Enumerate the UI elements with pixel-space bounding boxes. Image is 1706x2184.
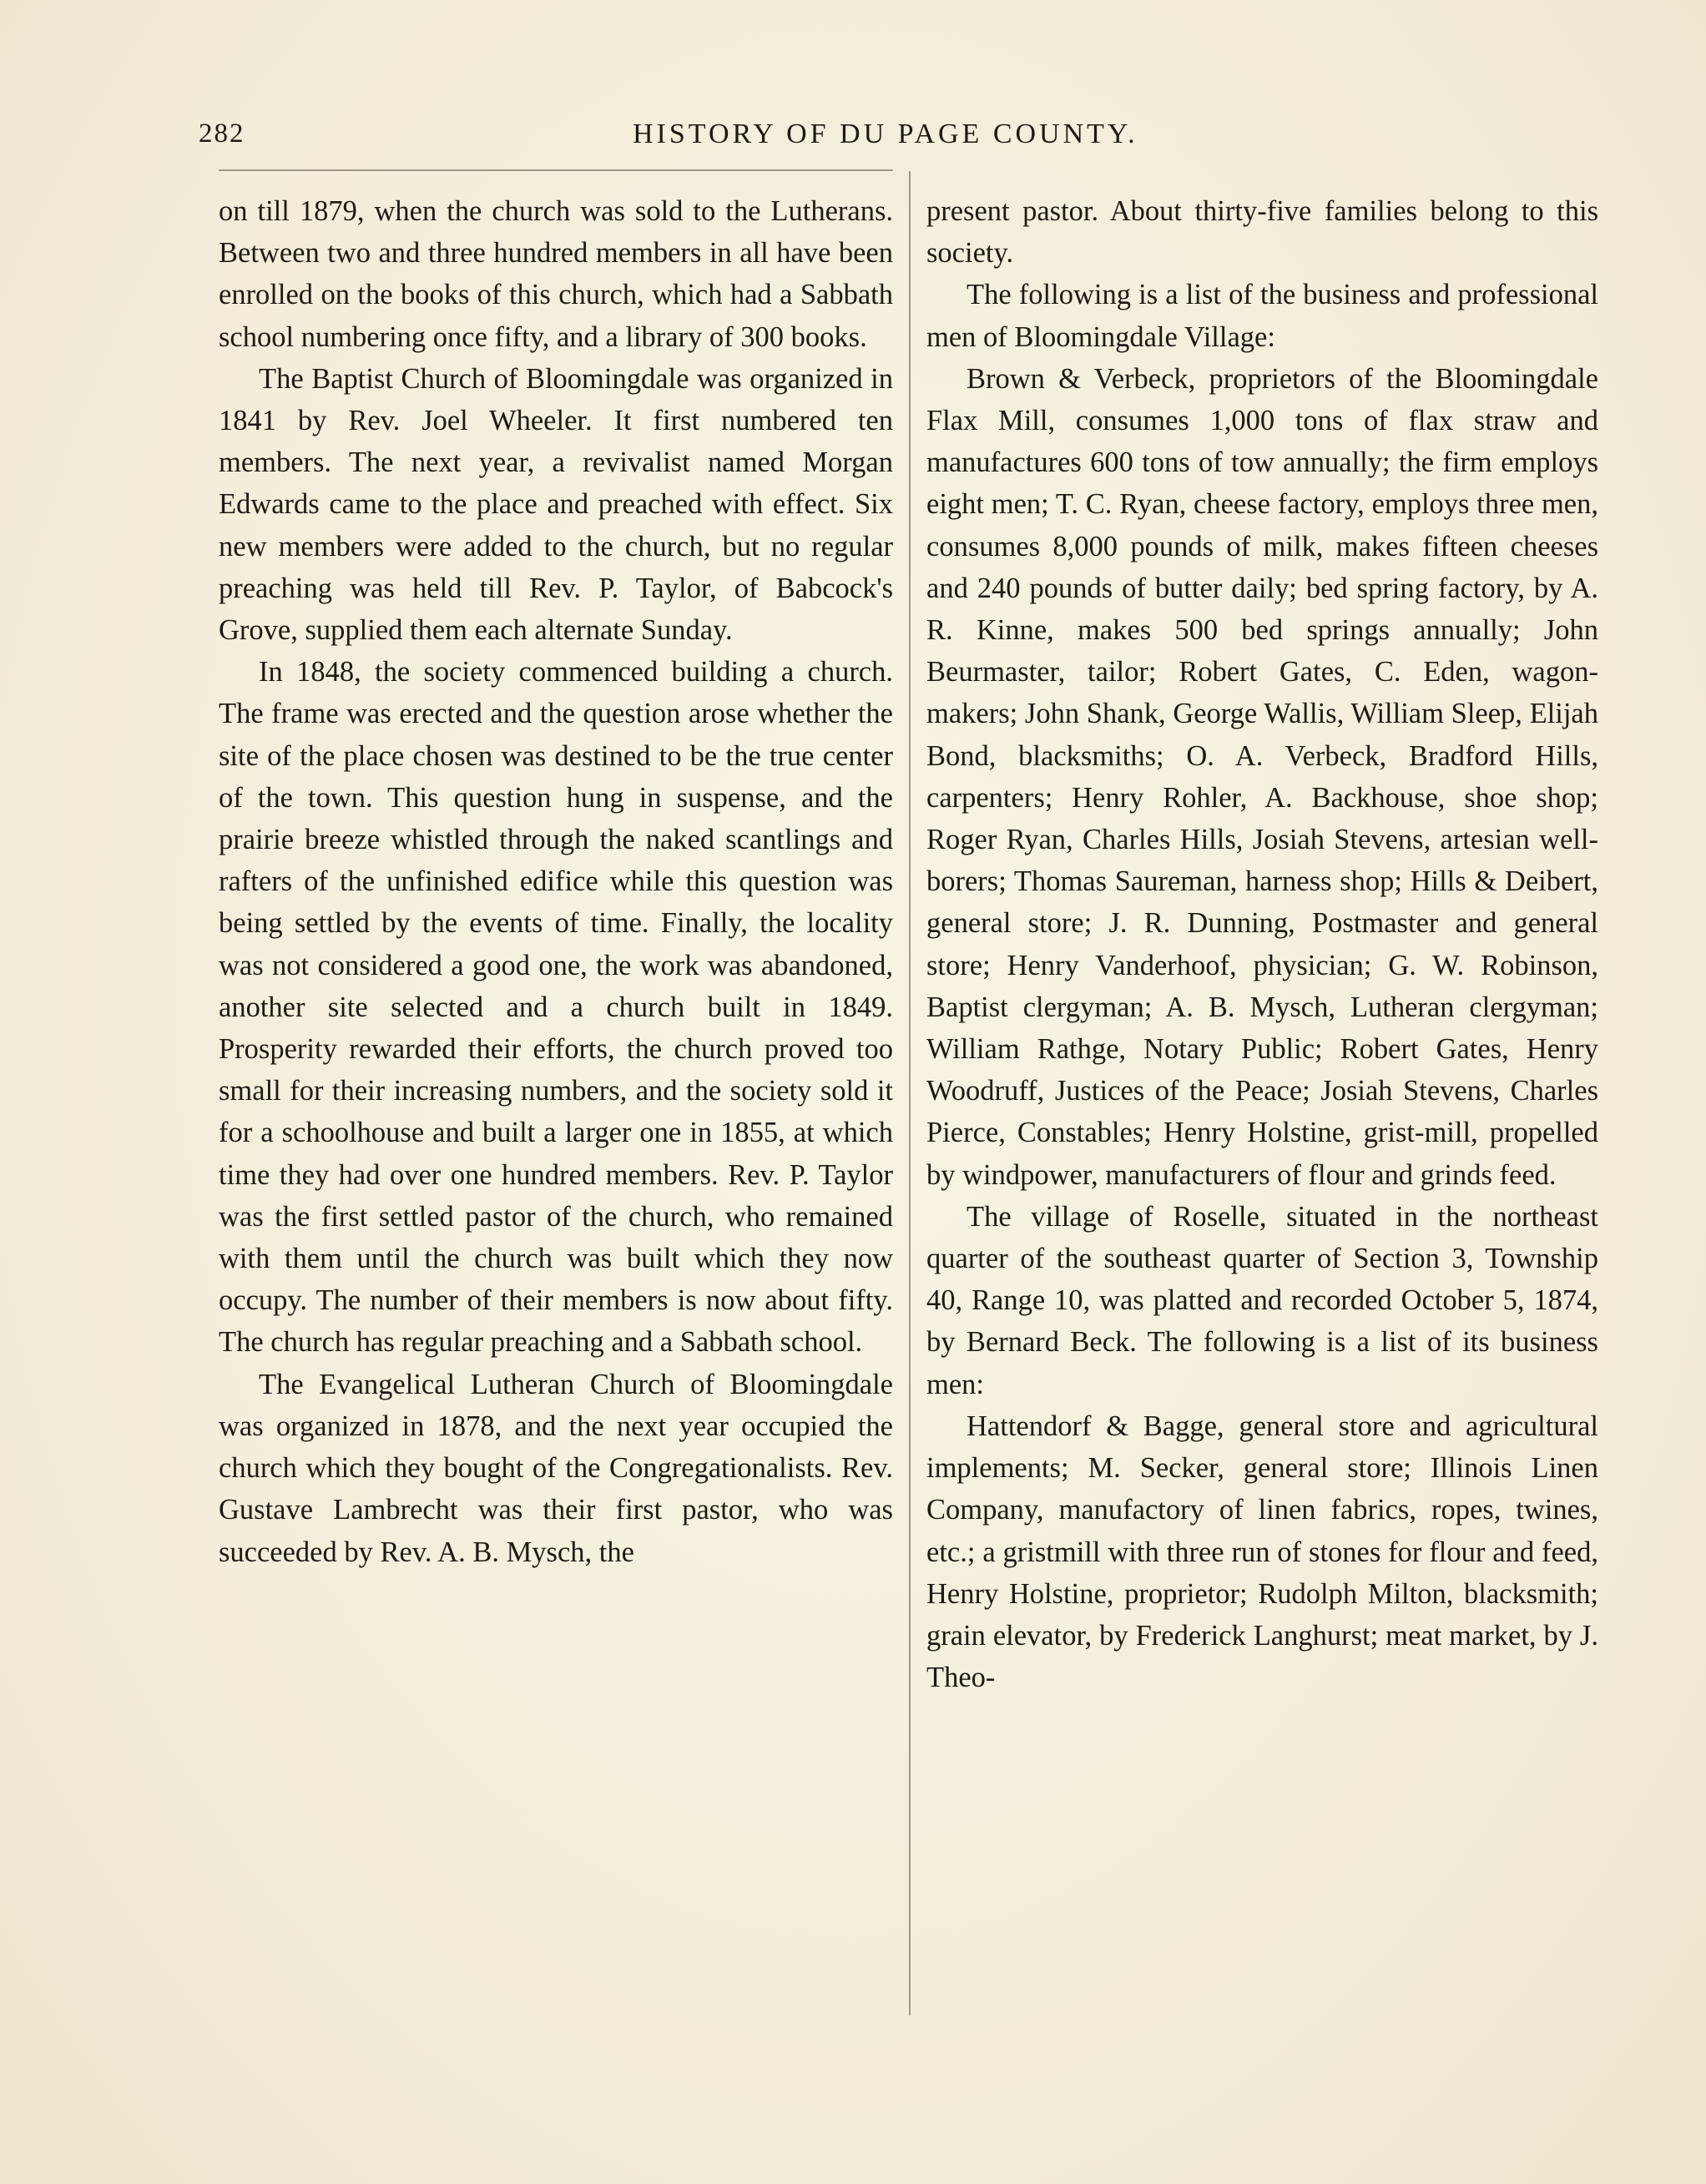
paragraph: Brown & Verbeck, proprietors of the Bloomingdale Flax Mill, consumes 1,000 tons of flax straw and manufactures 600 tons of tow annually; the firm employs eight men; T. C. Ryan, cheese factory, employs three men, consumes 8,000 pounds of milk, makes fifteen cheeses and 240 pounds of butter daily; bed spring factory, by A. R. Kinne, makes 500 bed springs annually; John Beurmaster, tailor; Robert Gates, C. Eden, wagon-makers; John Shank, George Wallis, William Sleep, Elijah Bond, blacksmiths; O. A. Verbeck, Bradford Hills, carpenters; Henry Rohler, A. Backhouse, shoe shop; Roger Ryan, Charles Hills, Josiah Stevens, artesian well-borers; Thomas Saureman, harness shop; Hills & Deibert, general store; J. R. Dunning, Postmaster and general store; Henry Vanderhoof, physician; G. W. Robinson, Baptist clergyman; A. B. Mysch, Lutheran clergyman; William Rathge, Notary Public; Robert Gates, Henry Woodruff, Justices of the Peace; Josiah Stevens, Charles Pierce, Constables; Henry Holstine, grist-mill, propelled by windpower, manufacturers of flour and grinds feed.	[926, 362, 1598, 1191]
column-divider	[909, 171, 911, 2015]
header-rule	[219, 169, 893, 171]
paragraph: The Evangelical Lutheran Church of Bloomingdale was organized in 1878, and the next year occupied the church which they bought of the Congregationalists. Rev. Gustave Lambrecht was their first pastor, who was succeeded by Rev. A. B. Mysch, the	[219, 1368, 893, 1568]
paragraph: The following is a list of the business and professional men of Bloomingdale Village:	[926, 279, 1598, 353]
paragraph: The Baptist Church of Bloomingdale was organized in 1841 by Rev. Joel Wheeler. It first numbered ten members. The next year, a revivalist named Morgan Edwards came to the place and preached with effect. Six new members were added to the church, but no regular preaching was held till Rev. P. Taylor, of Babcock's Grove, supplied them each alternate Sunday.	[219, 362, 893, 647]
left-column	[219, 190, 893, 1573]
right-column	[926, 190, 1598, 1698]
paragraph: present pastor. About thirty-five families belong to this society.	[926, 195, 1598, 270]
paragraph: Hattendorf & Bagge, general store and agricultural implements; M. Secker, general store; Illinois Linen Company, manufactory of linen fabrics, ropes, twines, etc.; a gristmill with three run of stones for flour and feed, Henry Holstine, proprietor; Rudolph Milton, blacksmith; grain elevator, by Frederick Langhurst; meat market, by J. Theo-	[926, 1410, 1598, 1694]
paragraph: on till 1879, when the church was sold to the Lutherans. Between two and three hundred members in all have been enrolled on the books of this church, which had a Sabbath school numbering once fifty, and a library of 300 books.	[219, 195, 893, 353]
running-header	[199, 119, 1618, 160]
paragraph: The village of Roselle, situated in the northeast quarter of the southeast quarter of Section 3, Township 40, Range 10, was platted and recorded October 5, 1874, by Bernard Beck. The following is a list of its business men:	[926, 1200, 1598, 1400]
page-number: 282	[199, 119, 245, 149]
running-title: HISTORY OF DU PAGE COUNTY.	[633, 119, 1138, 149]
paragraph: In 1848, the society commenced building a church. The frame was erected and the question arose whether the site of the place chosen was destined to be the true center of the town. This question hung in suspense, and the prairie breeze whistled through the naked scantlings and rafters of the unfinished edifice while this question was being settled by the events of time. Finally, the locality was not considered a good one, the work was abandoned, another site selected and a church built in 1849. Prosperity rewarded their efforts, the church proved too small for their increasing numbers, and the society sold it for a schoolhouse and built a larger one in 1855, at which time they had over one hundred members. Rev. P. Taylor was the first settled pastor of the church, who remained with them until the church was built which they now occupy. The number of their members is now about fifty. The church has regular preaching and a Sabbath school.	[219, 656, 893, 1359]
